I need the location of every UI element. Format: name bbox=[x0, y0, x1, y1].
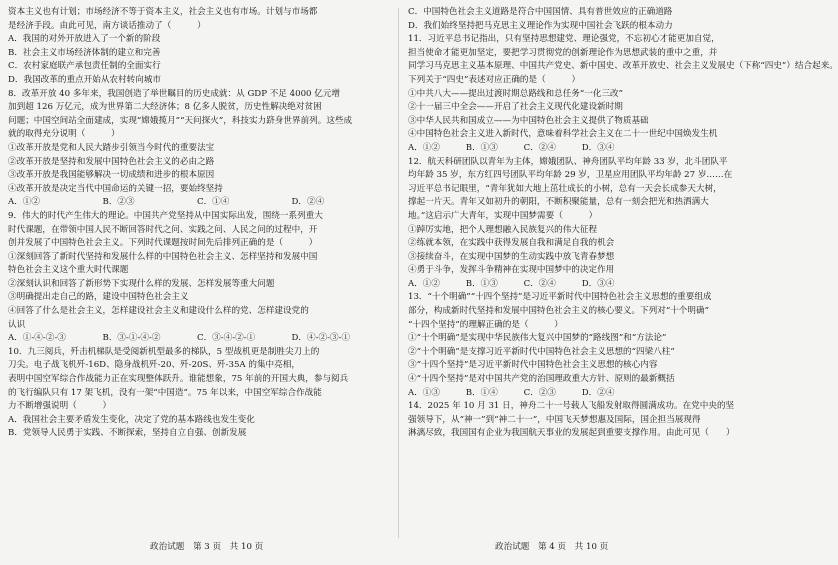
statement-2: ②十一届三中全会——开启了社会主义现代化建设新时期 bbox=[408, 102, 623, 113]
option-b: B．党领导人民勇于实践、不断探索，坚持自立自强、创新发展 bbox=[8, 428, 247, 439]
text-line: 特色社会主义这个重大时代课题 bbox=[8, 265, 129, 276]
statement-3: ③接续奋斗，在实现中国梦的生动实践中放飞青春梦想 bbox=[408, 251, 615, 262]
option-c: C．①④ bbox=[197, 197, 230, 208]
page-footer-left: 政治试题 第 3 页 共 10 页 bbox=[150, 542, 264, 552]
statement-1: ①深刻回答了新时代坚持和发展什么样的中国特色社会主义、怎样坚持和发展中国 bbox=[8, 251, 318, 262]
left-page-column bbox=[8, 6, 386, 441]
question-11: 11．习近平总书记指出，只有坚持思想建党、理论强党，不忘初心才能更加自觉， bbox=[408, 34, 720, 45]
text-line: 表明中国空军综合作战能力正在实现整体跃升。谁能想象，75 年前的开国大典，参与阅兵 bbox=[8, 374, 349, 385]
q11-options: A．①② B．①③ C．②④ D．③④ bbox=[408, 142, 615, 153]
text-line: “十四个坚持”的理解正确的是（ ） bbox=[408, 319, 563, 330]
text-line: 淋漓尽致，我国国有企业为我国航天事业的发展起到重要支撑作用。由此可见（ ） bbox=[408, 428, 735, 439]
statement-2: ②“十个明确”是支撑习近平新时代中国特色社会主义思想的“四梁八柱” bbox=[408, 346, 675, 357]
text-line: 刀尖。电子战飞机歼-16D、隐身战机歼-20、歼-20S、歼-35A 的集中亮相， bbox=[8, 360, 300, 371]
statement-3: ③“十四个坚持”是习近平新时代中国特色社会主义思想的核心内容 bbox=[408, 360, 658, 371]
statement-1: ①中共八大——提出过渡时期总路线和总任务“一化三改” bbox=[408, 88, 624, 99]
statement-3: ③明确提出走自己的路，建设中国特色社会主义 bbox=[8, 292, 189, 303]
text-line: 创并发展了中国特色社会主义。下列时代课题按时间先后排列正确的是（ ） bbox=[8, 238, 318, 249]
text-line: 同学习马克思主义基本原理、中国共产党史、新中国史、改革开放史、社会主义发展史（下称“四史”）结合起来。 bbox=[408, 61, 838, 72]
question-13: 13．“十个明确”“十四个坚持”是习近平新时代中国特色社会主义思想的重要组成 bbox=[408, 292, 712, 303]
q8-options bbox=[8, 196, 386, 210]
page-footer-right: 政治试题 第 4 页 共 10 页 bbox=[495, 542, 609, 552]
statement-3: ③改革开放是我国能够解决一切成绩和进步的根本原因 bbox=[8, 170, 215, 181]
text-line: 就的取得充分说明（ ） bbox=[8, 129, 120, 140]
text-line: 加到超 126 万亿元，成为世界第二大经济体；8 亿多人脱贫，历史性解决绝对贫困 bbox=[8, 102, 322, 113]
text-line: 地。”这启示广大青年，实现中国梦需要（ ） bbox=[408, 210, 598, 221]
text-line: 强领导下，从“神一”到“神二十一”，中国飞天梦想惠及国际，国企担当展现得 bbox=[408, 414, 701, 425]
question-14: 14．2025 年 10 月 31 日，神舟二十一号载人飞船发射取得圆满成功。在党中央的坚 bbox=[408, 401, 735, 412]
statement-4: ④改革开放是决定当代中国命运的关键一招，要始终坚持 bbox=[8, 183, 223, 194]
text-line: 的飞行编队只有 17 架飞机，没有一架“中国造”。75 年以来，中国空军综合作战能 bbox=[8, 387, 322, 398]
q13-options: A．①③ B．①④ C．②③ D．②④ bbox=[408, 387, 615, 398]
option-c: C．③-④-②-① bbox=[197, 333, 256, 344]
text-line: 是经济手段。由此可见，南方谈话推动了（ ） bbox=[8, 20, 206, 31]
text-line: 下列关于“四史”表述对应正确的是（ ） bbox=[408, 74, 581, 85]
question-10: 10．九三阅兵，歼击机梯队是受阅新机型最多的梯队，5 型战机更是制胜尖刀上的 bbox=[8, 346, 320, 357]
option-b: B．社会主义市场经济体制的建立和完善 bbox=[8, 47, 161, 58]
question-9: 9．伟大的时代产生伟大的理论。中国共产党坚持从中国实际出发，围绕一系列重大 bbox=[8, 210, 323, 221]
statement-1: ①“十个明确”是实现中华民族伟大复兴中国梦的“路线图”和“方法论” bbox=[408, 333, 667, 344]
question-8: 8．改革开放 40 多年来，我国创造了举世瞩目的历史成就：从 GDP 不足 4000 亿元增 bbox=[8, 88, 341, 99]
text-line: 认识 bbox=[8, 319, 26, 330]
text-line: 担当使命才能更加坚定，要把学习贯彻党的创新理论作为思想武装的重中之重，并 bbox=[408, 47, 718, 58]
statement-4: ④回答了什么是社会主义，怎样建设社会主义和建设什么样的党、怎样建设党的 bbox=[8, 306, 309, 317]
text-line: 力不断增强说明（ ） bbox=[8, 401, 112, 412]
option-c: C．中国特色社会主义道路是符合中国国情、具有普世效应的正确道路 bbox=[408, 7, 673, 17]
option-a: A．①② bbox=[8, 197, 40, 208]
statement-4: ④勇于斗争，发挥斗争精神在实现中国梦中的决定作用 bbox=[408, 265, 615, 276]
option-a: A．我国社会主要矛盾发生变化，决定了党的基本路线也发生变化 bbox=[8, 414, 255, 425]
statement-2: ②练就本领，在实践中获得发展自我和满足自我的机会 bbox=[408, 238, 615, 249]
statement-2: ②深刻认识和回答了新形势下实现什么样的发展、怎样发展等重大问题 bbox=[8, 278, 275, 289]
right-page-column bbox=[408, 6, 838, 441]
text-line: 撑起一片天。青年又如初升的朝阳，不断积聚能量，总有一刻会把光和热洒满大 bbox=[408, 197, 709, 208]
text-line: 习近平总书记眼里，“青年犹如大地上茁壮成长的小树，总有一天会长成参天大树， bbox=[408, 183, 722, 194]
text-line: 问题；中国空间站全面建成，实现“嫦娥揽月”“天问探火”，科技实力跻身世界前列。这些成 bbox=[8, 115, 353, 126]
option-a: A．我国的对外开放进入了一个新的阶段 bbox=[8, 34, 161, 45]
option-d: D．②④ bbox=[291, 197, 325, 208]
statement-4: ④中国特色社会主义进入新时代，意味着科学社会主义在二十一世纪中国焕发生机 bbox=[408, 129, 718, 140]
statement-1: ①踔厉实地，把个人理想融入民族复兴的伟大征程 bbox=[408, 224, 598, 235]
q12-options: A．①② B．①③ C．②④ D．③④ bbox=[408, 278, 615, 289]
option-a: A．①-④-②-③ bbox=[8, 333, 66, 344]
text-line: 资本主义也有计划；市场经济不等于资本主义，社会主义也有市场。计划与市场都 bbox=[8, 7, 318, 17]
statement-4: ④“十四个坚持”是对中国共产党的治国理政重大方针、原则的最新概括 bbox=[408, 374, 675, 385]
text-line: 时代课题，在带领中国人民不断回答时代之问、实践之问、人民之问的过程中，开 bbox=[8, 224, 318, 235]
page-divider bbox=[398, 8, 399, 538]
q9-options bbox=[8, 332, 386, 346]
option-d: D．我国改革的重点开始从农村转向城市 bbox=[8, 74, 161, 85]
option-d: D．我们始终坚持把马克思主义理论作为实现中国社会飞跃的根本动力 bbox=[408, 20, 673, 31]
statement-1: ①改革开放是党和人民大踏步引领当今时代的重要法宝 bbox=[8, 142, 215, 153]
option-b: B．②③ bbox=[102, 197, 135, 208]
text-line: 均年龄 35 岁，东方红四号团队平均年龄 29 岁，卫星应用团队平均年龄 27 岁……在 bbox=[408, 170, 733, 181]
option-b: B．③-①-④-② bbox=[102, 333, 161, 344]
statement-3: ③中华人民共和国成立——为中国特色社会主义提供了物质基础 bbox=[408, 115, 649, 126]
option-c: C．农村家庭联产承包责任制的全面实行 bbox=[8, 61, 161, 72]
option-d: D．④-②-③-① bbox=[291, 333, 351, 344]
statement-2: ②改革开放是坚持和发展中国特色社会主义的必由之路 bbox=[8, 156, 215, 167]
question-12: 12．航天科研团队以青年为主体，嫦娥团队、神舟团队平均年龄 33 岁，北斗团队平 bbox=[408, 156, 728, 167]
text-line: 部分，构成新时代坚持和发展中国特色社会主义的核心要义。下列对“十个明确” bbox=[408, 306, 709, 317]
